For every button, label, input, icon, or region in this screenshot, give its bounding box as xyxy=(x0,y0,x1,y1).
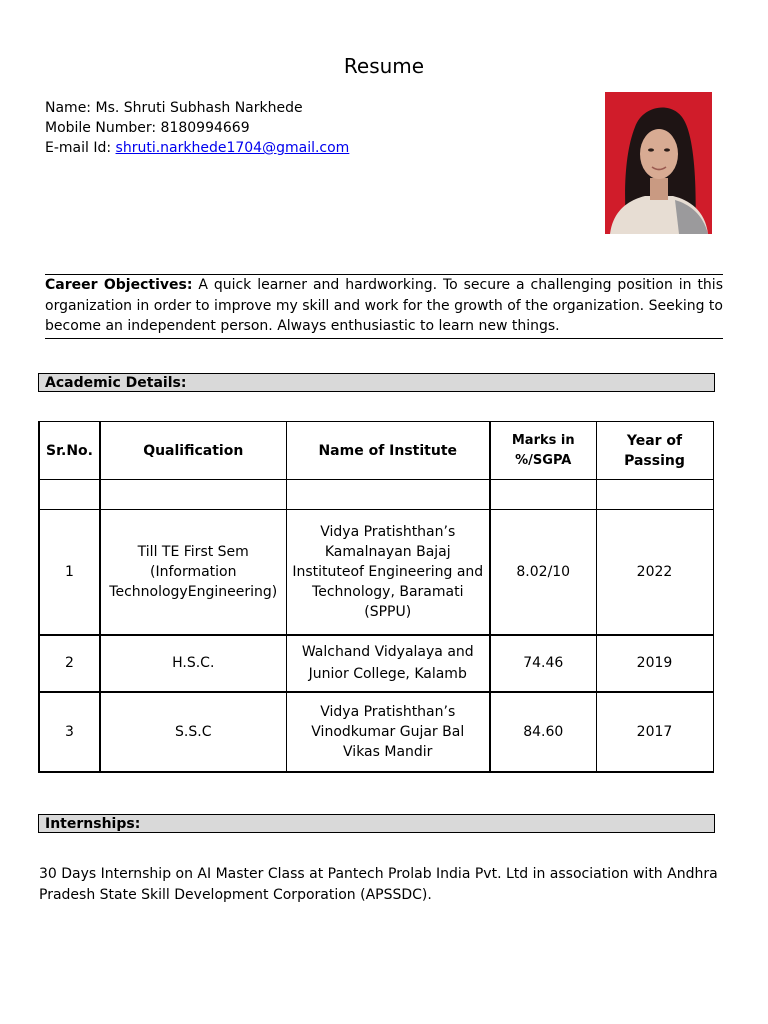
table-row xyxy=(39,692,713,772)
mobile-line xyxy=(45,118,349,138)
cell-sr-no: 1 xyxy=(39,510,100,635)
career-objectives-text: A quick learner and hardworking. To secure a challenging position in this organization in order to improve my skill and work for the growth of the organization. Seeking to become an independent person. Always enthusiastic to learn new things. xyxy=(45,277,723,334)
cell-marks: 84.60 xyxy=(490,692,596,772)
profile-photo-graphic xyxy=(605,92,712,234)
header-year: Year of Passing xyxy=(596,422,713,480)
internships-heading: Internships: xyxy=(38,814,715,833)
cell-marks: 74.46 xyxy=(490,635,596,692)
empty-cell xyxy=(596,480,713,510)
empty-cell xyxy=(286,480,490,510)
cell-year: 2019 xyxy=(596,635,713,692)
academic-details-heading: Academic Details: xyxy=(38,373,715,392)
email-line xyxy=(45,138,349,158)
cell-marks: 8.02/10 xyxy=(490,510,596,635)
cell-sr-no: 3 xyxy=(39,692,100,772)
table-header-row xyxy=(39,422,713,480)
career-objectives xyxy=(45,274,723,339)
empty-cell xyxy=(490,480,596,510)
cell-institute: Walchand Vidyalaya and Junior College, Kalamb xyxy=(286,635,490,692)
profile-photo xyxy=(605,92,712,234)
header-sr-no: Sr.No. xyxy=(39,422,100,480)
page-title: Resume xyxy=(343,54,425,78)
cell-qualification: S.S.C xyxy=(100,692,286,772)
table-row-empty xyxy=(39,480,713,510)
name-line xyxy=(45,98,349,118)
cell-year: 2022 xyxy=(596,510,713,635)
cell-institute: Vidya Pratishthan’s Vinodkumar Gujar Bal Vikas Mandir xyxy=(286,692,490,772)
mobile-label: Mobile Number: xyxy=(45,120,157,136)
mobile-value: 8180994669 xyxy=(160,120,250,136)
name-label: Name: xyxy=(45,100,92,116)
empty-cell xyxy=(39,480,100,510)
cell-qualification: Till TE First Sem (Information TechnologyEngineering) xyxy=(100,510,286,635)
career-objectives-label: Career Objectives: xyxy=(45,277,193,293)
table-row xyxy=(39,510,713,635)
email-link[interactable]: shruti.narkhede1704@gmail.com xyxy=(115,140,350,156)
email-label: E-mail Id: xyxy=(45,140,112,156)
cell-institute: Vidya Pratishthan’s Kamalnayan Bajaj Instituteof Engineering and Technology, Baramati (SPPU) xyxy=(286,510,490,635)
internships-text: 30 Days Internship on AI Master Class at Pantech Prolab India Pvt. Ltd in association with Andhra Pradesh State Skill Development Corporation (APSSDC). xyxy=(39,866,718,903)
table-row xyxy=(39,635,713,692)
name-value: Ms. Shruti Subhash Narkhede xyxy=(95,100,303,116)
contact-block xyxy=(45,98,349,158)
empty-cell xyxy=(100,480,286,510)
academic-table xyxy=(38,421,714,773)
cell-year: 2017 xyxy=(596,692,713,772)
header-qualification: Qualification xyxy=(100,422,286,480)
cell-qualification: H.S.C. xyxy=(100,635,286,692)
header-marks: Marks in %/SGPA xyxy=(490,422,596,480)
cell-sr-no: 2 xyxy=(39,635,100,692)
header-institute: Name of Institute xyxy=(286,422,490,480)
